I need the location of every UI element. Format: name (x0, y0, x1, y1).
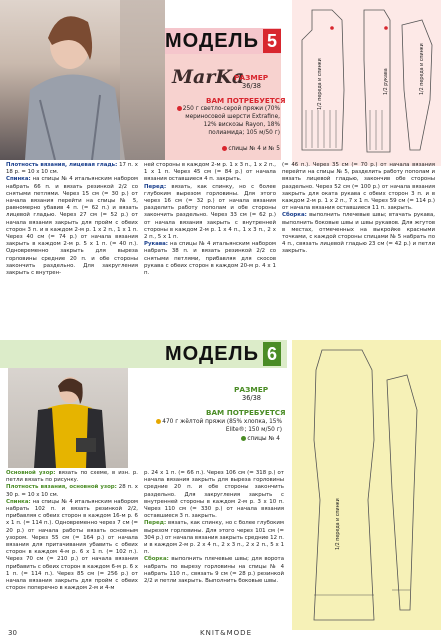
model5-col2-p1: ней стороны в каждом 2-м р. 1 х 3 п., 1 х 2 п., 1 х 1 п. Через 45 см (= 84 р.) от начала вязания оставшиеся 4 п. закрыть. (144, 162, 276, 183)
model5-col3-p2: Сборка: выполнить плечевые швы; втачать рукава, выполнить боковые швы и швы рукавов. Для жгутов в местах, отмеченных на выкройке красными точками, с каждой стороны спицами № 5 набрать по 4 п., связать лицевой гладью 23 см (= 42 р.) и петли закрыть. (282, 212, 435, 255)
model5-text-col-3 (282, 162, 435, 256)
model6-needles-line (200, 436, 280, 442)
model5-col2-p3: Рукава: на спицы № 4 итальянским набором набрать 38 п. и вязать резинкой 2/2 со снятыми петлями, прибавляя для скосов рукава с обеих сторон в каждом 20-м р. 4 х 1 п. (144, 241, 276, 277)
model5-col1-p1: Плотность вязания, лицевая гладь: 17 п. х 18 р. = 10 х 10 см. (6, 162, 138, 176)
magazine-name: KNIT&MODE (200, 629, 252, 637)
model6-yarn: 470 г жёлтой пряжи (85% хлопка, 15% Elite®; 150 м/50 г) (162, 419, 282, 433)
model5-col1-p2: Спинка: на спицы № 4 итальянским набором набрать 66 п. и вязать резинкой 2/2 со снятыми петлями. Через 15 см (= 30 р.) от начала вязания перейти на спицы № 5, равномерно убавив 4 п. (= 62 п.) и вязать лицевой гладью. Через 27 см (= 52 р.) от начала вязания закрыть для пройм с обеих сторон 3 п. и в каждом 2-м р. 1 х 2 п., 1 х 1 п. Через 40 см (= 74 р.) от начала вязания закрыть в каждом 2-м р. 5 х 1 п. (= 40 п.). Одновременно закрыть для выреза горловины средние 20 п. и обе стороны закончить раздельно. Для закругления закрыть с внутрен- (6, 176, 138, 277)
needles-bullet-icon (241, 436, 246, 441)
model5-photo (0, 0, 165, 160)
model5-col2-p2: Перед: вязать, как спинку, но с более глубоким вырезом горловины. Для этого через 16 см (= 32 р.) от начала вязания разделить работу пополам и обе стороны закончить раздельно. Через 33 см (= 62 р.) от начала вязания закрыть с внутренней стороны в каждом 2-м р. 1 х 4 п., 1 х 3 п., 2 х 2 п., 5 х 1 п. (144, 183, 276, 241)
model5-text-col-1 (6, 162, 138, 277)
model6-col1-p1: Основной узор: вязать по схеме, в изн. р. петли вязать по рисунку. (6, 470, 138, 484)
model5-needed-label: ВАМ ПОТРЕБУЕТСЯ (206, 96, 286, 105)
model6-yarn-line (138, 418, 282, 434)
model6-col1-p3: Спинка: на спицы № 4 итальянским набором набрать 102 п. и вязать резинкой 2/2, прибавляя с обеих сторон в каждом 16-м р. 6 х 1 п. (= 114 п.). Одновременно через 7 см (= 20 р.) от начала работы вязать основным узором. Через 55 см (= 164 р.) от начала вязания для притачивания убавить с обеих сторон в каждом 4-м р. 6 х 1 п. (= 102 п.). Через 70 см (= 210 р.) от начала вязания прибавить с обеих сторон в каждом 6-м р. 6 х 1 п. (= 114 п.). Через 85 см (= 256 р.) от начала вязания закрыть для пройм с обеих сторон поперечно в каждом 2-м и 4-м (6, 498, 138, 592)
model5-col3-p1: (= 46 п.). Через 35 см (= 70 р.) от начала вязания перейти на спицы № 5, разделить работу пополам и вязать лицевой гладью, закончив обе стороны раздельно. Через 52 см (= 100 р.) от начала вязания закрыть для оката рукава с обеих сторон 3 п. и в каждом 2-м р. 1 х 2 п., 7 х 1 п. Через 59 см (= 114 р.) от начала вязания оставшиеся 11 п. закрыть. (282, 162, 435, 212)
model6-schematic-label: 1/2 переда и спинки (336, 498, 341, 550)
page-number: 30 (8, 629, 17, 637)
model6-text-col-2 (144, 470, 284, 585)
model5-size-label: РАЗМЕР (234, 73, 269, 82)
model5-schematic (292, 0, 441, 166)
model6-size-value: 36/38 (242, 394, 262, 402)
model5-number-badge: 5 (263, 29, 281, 53)
model6-photo-figure (8, 368, 128, 468)
model5-schematic-label-1: 1/2 переда и спинки (318, 58, 323, 110)
model6-schematic (292, 340, 441, 630)
model5-brand-logo: MarKa (172, 66, 245, 88)
model6-title-bar (165, 341, 281, 367)
yarn-bullet-icon (177, 106, 182, 111)
model5-title-bar (165, 28, 281, 54)
model5-yarn-line (174, 105, 280, 137)
model5-schematic-panel (292, 0, 441, 166)
model6-photo (8, 368, 128, 468)
model5-photo-figure (0, 0, 165, 160)
yarn-bullet-icon (156, 419, 161, 424)
model6-col2-p3: Сборка: выполнить плечевые швы; для ворота набрать по вырезу горловины на спицы № 4 набрать 110 п., связать 9 см (= 28 р.) резинкой 2/2 и петли закрыть. Выполнить боковые швы. (144, 556, 284, 585)
model6-col2-p2: Перед: вязать, как спинку, но с более глубоким вырезом горловины. Для этого через 101 см (= 304 р.) от начала вязания закрыть средние 12 п. и в каждом 2-м р. 2 х 4 п., 2 х 3 п., 2 х 2 п., 5 х 1 п. (144, 520, 284, 556)
model5-size-value: 36/38 (242, 82, 262, 90)
model6-col1-p2: Плотность вязания, основной узор: 28 п. х 30 р. = 10 х 10 см. (6, 484, 138, 498)
model5-schematic-label-2: 1/2 рукава (384, 68, 389, 95)
needles-bullet-icon (222, 146, 227, 151)
model6-needed-label: ВАМ ПОТРЕБУЕТСЯ (206, 408, 286, 417)
model5-needles-line (198, 146, 280, 152)
model6-schematic-panel (292, 340, 441, 630)
model5-yarn: 250 г светло-серой пряжи (70% мериносовой шерсти Extrafine, 12% вискозы Rayon, 18% полиамида; 105 м/50 г) (182, 106, 280, 136)
model5-title: МОДЕЛЬ (165, 29, 259, 52)
model5-needles: спицы № 4 и № 5 (228, 146, 280, 152)
model6-size-label: РАЗМЕР (234, 385, 269, 394)
model6-title: МОДЕЛЬ (165, 342, 259, 365)
model6-needles: спицы № 4 (247, 436, 280, 442)
model5-schematic-label-3: 1/2 переда и спинки (420, 43, 425, 95)
model6-col2-p1: р. 24 х 1 п. (= 66 п.). Через 106 см (= 318 р.) от начала вязания закрыть для выреза горловины средние 20 п. и обе стороны закончить раздельно. Для закругления закрыть с внутренней стороны в каждом 2-м р. 3 х 10 п. Через 110 см (= 330 р.) от начала вязания оставшиеся 3 п. закрыть. (144, 470, 284, 520)
model6-text-col-1 (6, 470, 138, 592)
model6-number-badge: 6 (263, 342, 281, 366)
model5-text-col-2 (144, 162, 276, 277)
